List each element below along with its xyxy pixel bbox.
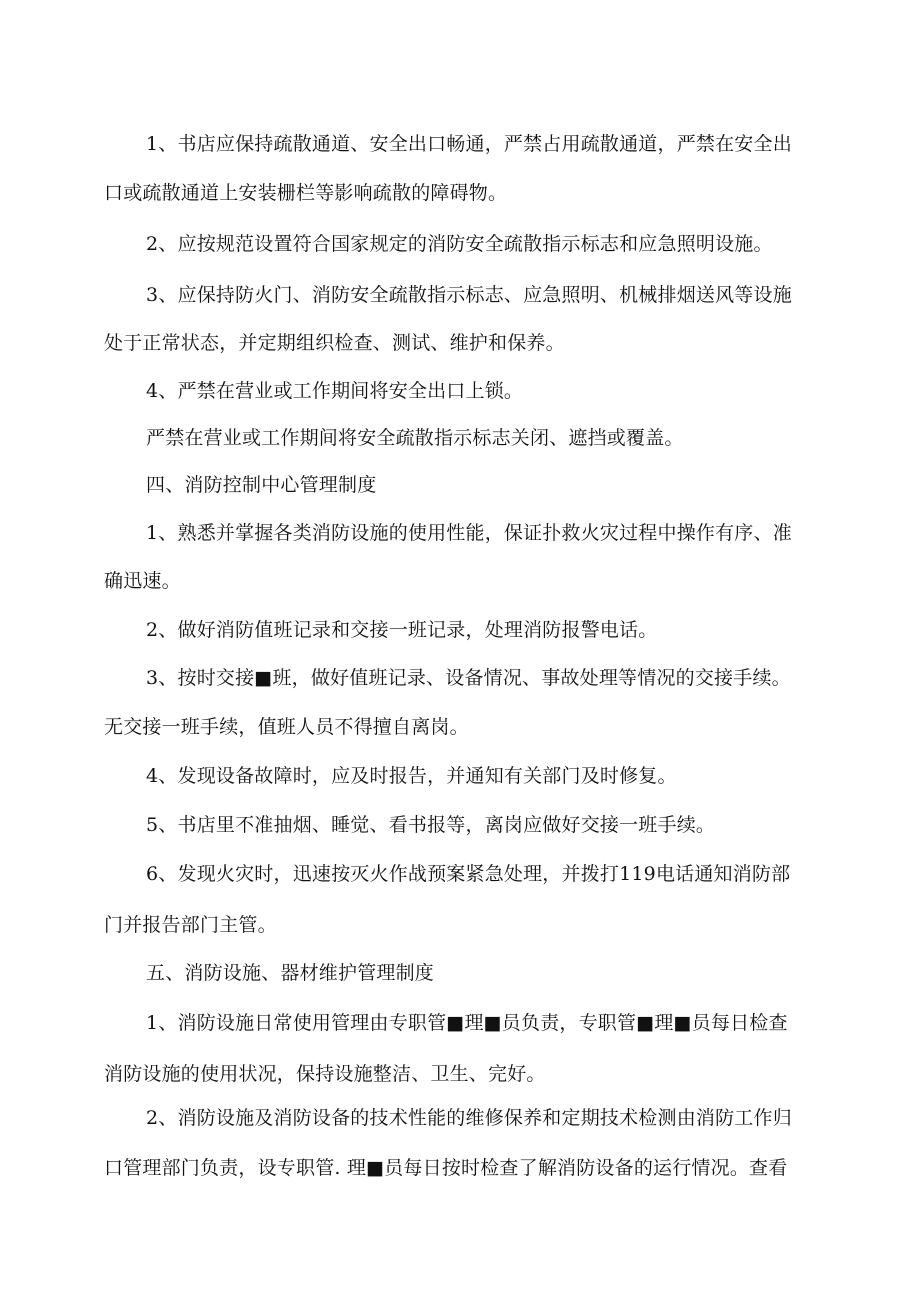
text-line: 4、发现设备故障时，应及时报告，并通知有关部门及时修复。 <box>146 765 677 787</box>
text-line: 4、严禁在营业或工作期间将安全出口上锁。 <box>146 380 524 402</box>
text-line: 1、熟悉并掌握各类消防设施的使用性能，保证扑救火灾过程中操作有序、准 <box>146 522 792 544</box>
text-line: 口管理部门负责，设专职管. 理■员每日按时检查了解消防设备的运行情况。查看 <box>104 1157 788 1179</box>
text-line: 消防设施的使用状况，保持设施整洁、卫生、完好。 <box>104 1063 546 1085</box>
text-line: 确迅速。 <box>104 570 181 592</box>
text-line: 门并报告部门主管。 <box>104 914 277 936</box>
text-line: 2、消防设施及消防设备的技术性能的维修保养和定期技术检测由消防工作归 <box>146 1107 792 1129</box>
text-line: 2、应按规范设置符合国家规定的消防安全疏散指示标志和应急照明设施。 <box>146 233 773 255</box>
section-heading: 四、消防控制中心管理制度 <box>146 474 377 496</box>
section-heading: 五、消防设施、器材维护管理制度 <box>146 962 435 984</box>
text-line: 3、应保持防火门、消防安全疏散指示标志、应急照明、机械排烟送风等设施 <box>146 284 792 306</box>
text-line: 6、发现火灾时，迅速按灭火作战预案紧急处理，并拨打119电话通知消防部 <box>146 863 791 885</box>
text-line: 1、消防设施日常使用管理由专职管■理■员负责，专职管■理■员每日检查 <box>146 1012 788 1034</box>
text-line: 2、做好消防值班记录和交接一班记录，处理消防报警电话。 <box>146 619 658 641</box>
text-line: 严禁在营业或工作期间将安全疏散指示标志关闭、遮挡或覆盖。 <box>146 427 684 449</box>
text-line: 无交接一班手续，值班人员不得擅自离岗。 <box>104 716 469 738</box>
text-line: 3、按时交接■班，做好值班记录、设备情况、事故处理等情况的交接手续。 <box>146 667 791 689</box>
text-line: 5、书店里不准抽烟、睡觉、看书报等，离岗应做好交接一班手续。 <box>146 814 716 836</box>
text-line: 口或疏散通道上安装栅栏等影响疏散的障碍物。 <box>104 182 508 204</box>
text-line: 1、书店应保持疏散通道、安全出口畅通，严禁占用疏散通道，严禁在安全出 <box>146 133 792 155</box>
text-line: 处于正常状态，并定期组织检查、测试、维护和保养。 <box>104 332 565 354</box>
